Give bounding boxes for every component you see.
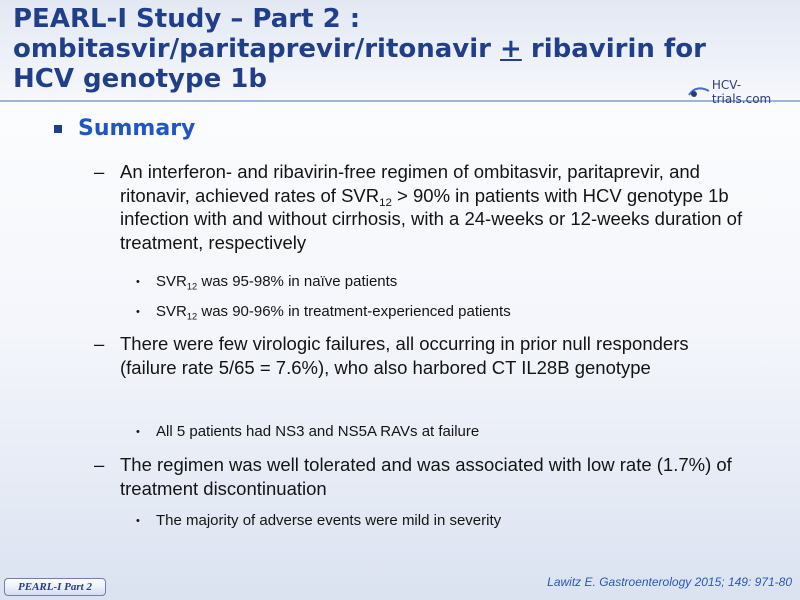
title-line-2-a: ombitasvir/paritaprevir/ritonavir	[13, 34, 501, 64]
summary-heading	[54, 116, 195, 141]
point-text: The regimen was well tolerated and was associated with low rate (1.7%) of treatment discontinuation	[120, 454, 732, 499]
title-block	[0, 0, 800, 106]
title-line-2	[13, 34, 713, 64]
sub-text-b: was 90-96% in treatment-experienced patients	[197, 303, 511, 320]
study-badge: PEARL-I Part 2	[4, 578, 106, 596]
title-line-1: PEARL-I Study – Part 2 :	[13, 4, 361, 34]
subscript: 12	[379, 196, 392, 209]
logo-swoosh-icon	[688, 85, 710, 99]
sub-point-text	[156, 302, 511, 322]
dot-marker: •	[136, 515, 140, 527]
sub-point-text: All 5 patients had NS3 and NS5A RAVs at failure	[156, 423, 480, 440]
sub-text-a: SVR	[156, 303, 187, 320]
title-line-3: HCV genotype 1b	[13, 64, 268, 94]
sub-point-1-2	[136, 302, 756, 322]
dash-marker: –	[94, 161, 105, 182]
heading-text: Summary	[78, 116, 196, 141]
subscript: 12	[186, 281, 198, 292]
sub-point-2-1	[136, 422, 756, 442]
logo-text: HCV-trials.com	[711, 78, 772, 106]
plus-sign: +	[500, 34, 522, 64]
reference-citation: Lawitz E. Gastroenterology 2015; 149: 971-80	[547, 575, 792, 589]
sub-point-text: The majority of adverse events were mild in severity	[156, 512, 502, 529]
dot-marker: •	[136, 426, 140, 438]
title-line-2-b: ribavirin for	[521, 34, 706, 64]
summary-point-1	[94, 160, 774, 254]
sub-point-3-1	[136, 511, 756, 531]
summary-point-2	[94, 332, 704, 379]
sub-text-b: was 95-98% in naïve patients	[197, 273, 398, 290]
point-text	[120, 160, 774, 254]
sub-text-a: SVR	[156, 273, 187, 290]
dot-marker: •	[136, 306, 140, 318]
square-bullet-icon	[54, 125, 62, 133]
hcv-trials-logo	[688, 78, 800, 106]
dot-marker: •	[136, 276, 140, 288]
point-text: There were few virologic failures, all occurring in prior null responders (failure rate 5/65 = 7.6%), who also harbored CT IL28B genotype	[120, 333, 689, 378]
dash-marker: –	[94, 333, 105, 354]
point-text-a: An interferon- and ribavirin-free regimen of ombitasvir, paritaprevir, and ritonavir, achieved rates of SVR	[120, 161, 700, 206]
sub-point-text	[156, 272, 397, 292]
summary-point-3	[94, 453, 774, 500]
point-text-b: > 90% in patients with HCV genotype 1b infection with and without cirrhosis, with a 24-weeks or 12-weeks duration of treatment, respectively	[120, 184, 743, 253]
subscript: 12	[186, 311, 198, 322]
dash-marker: –	[94, 454, 105, 475]
slide-title	[13, 4, 713, 94]
sub-point-1-1	[136, 272, 756, 292]
